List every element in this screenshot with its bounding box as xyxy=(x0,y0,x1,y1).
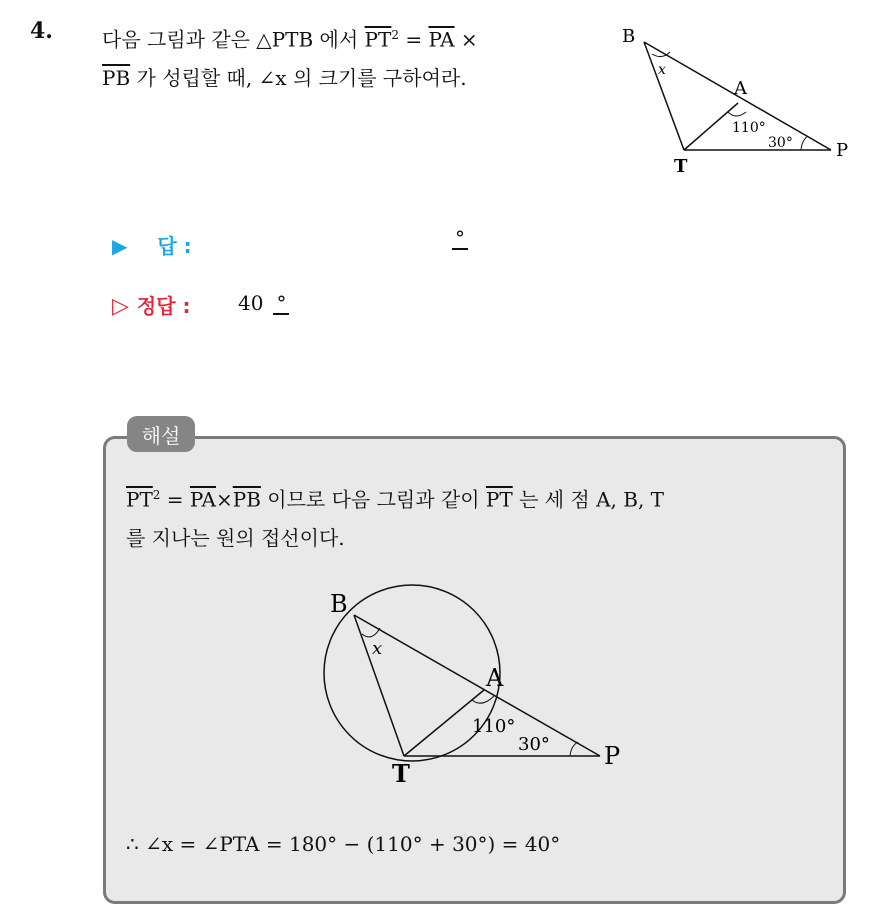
angle-arc-p xyxy=(801,136,808,150)
conclusion: ∴ ∠x = ∠PTA = 180° − (110° + 30°) = 40° xyxy=(126,832,561,856)
side-bt xyxy=(354,615,404,756)
label-angle-p: 30° xyxy=(518,734,550,755)
question-text xyxy=(102,16,602,97)
expl-segment-pt2: $\overline{PT}$ xyxy=(485,487,513,512)
correct-row xyxy=(112,290,191,319)
expl-mid: 이므로 다음 그림과 같이 xyxy=(260,487,486,512)
label-b: B xyxy=(330,590,348,618)
expl-times: × xyxy=(216,487,233,512)
circle-figure xyxy=(318,582,648,792)
expl-line2: 를 지나는 원의 접선이다. xyxy=(126,525,345,550)
label-p: P xyxy=(604,742,621,770)
side-bt xyxy=(644,42,684,150)
segment-ta xyxy=(684,103,738,150)
explanation-tab: 해설 xyxy=(127,416,195,452)
question-number: 4. xyxy=(30,18,53,44)
angle-arc-b xyxy=(362,628,380,637)
explanation-text xyxy=(126,476,826,557)
label-x: x xyxy=(658,62,666,78)
label-angle-p: 30° xyxy=(768,135,793,151)
segment-pt: $\overline{PT}$ xyxy=(364,27,392,52)
answer-marker-icon: ▶ xyxy=(112,234,128,258)
answer-unit: ° xyxy=(452,226,468,250)
expl-segment-pa: $\overline{PA}$ xyxy=(189,487,216,512)
equals: = xyxy=(398,27,429,52)
label-b: B xyxy=(622,26,636,47)
segment-pa: $\overline{PA}$ xyxy=(428,27,455,52)
label-a: A xyxy=(734,78,747,99)
label-angle-a: 110° xyxy=(472,716,516,737)
question-line2: 가 성립할 때, ∠x 의 크기를 구하여라. xyxy=(130,65,467,90)
expl-segment-pb: $\overline{PB}$ xyxy=(232,487,261,512)
label-t: T xyxy=(392,759,410,788)
expl-segment-pt: $\overline{PT}$ xyxy=(126,487,153,512)
label-angle-a: 110° xyxy=(732,120,766,136)
correct-value-wrap xyxy=(238,291,289,315)
angle-arc-a xyxy=(728,112,746,116)
segment-pb: $\overline{PB}$ xyxy=(102,65,131,90)
expl-exponent: 2 xyxy=(152,488,161,502)
answer-row xyxy=(112,230,192,259)
answer-label: 답 : xyxy=(157,234,192,258)
correct-unit: ° xyxy=(273,291,289,315)
label-x: x xyxy=(372,638,383,659)
expl-equals: = xyxy=(160,487,190,512)
expl-tail: 는 세 점 A, B, T xyxy=(512,487,665,512)
correct-value: 40 xyxy=(238,291,264,315)
label-t: T xyxy=(674,156,688,177)
exponent: 2 xyxy=(391,28,399,42)
label-a: A xyxy=(486,664,504,692)
label-p: P xyxy=(836,140,849,161)
angle-arc-p xyxy=(570,742,578,756)
question-line1: 다음 그림과 같은 △PTB 에서 xyxy=(102,27,365,52)
times: × xyxy=(454,27,478,52)
correct-label: 정답 : xyxy=(136,294,191,318)
triangle-figure xyxy=(616,16,856,181)
answer-field[interactable] xyxy=(452,226,468,250)
correct-marker-icon: ▷ xyxy=(112,294,129,319)
